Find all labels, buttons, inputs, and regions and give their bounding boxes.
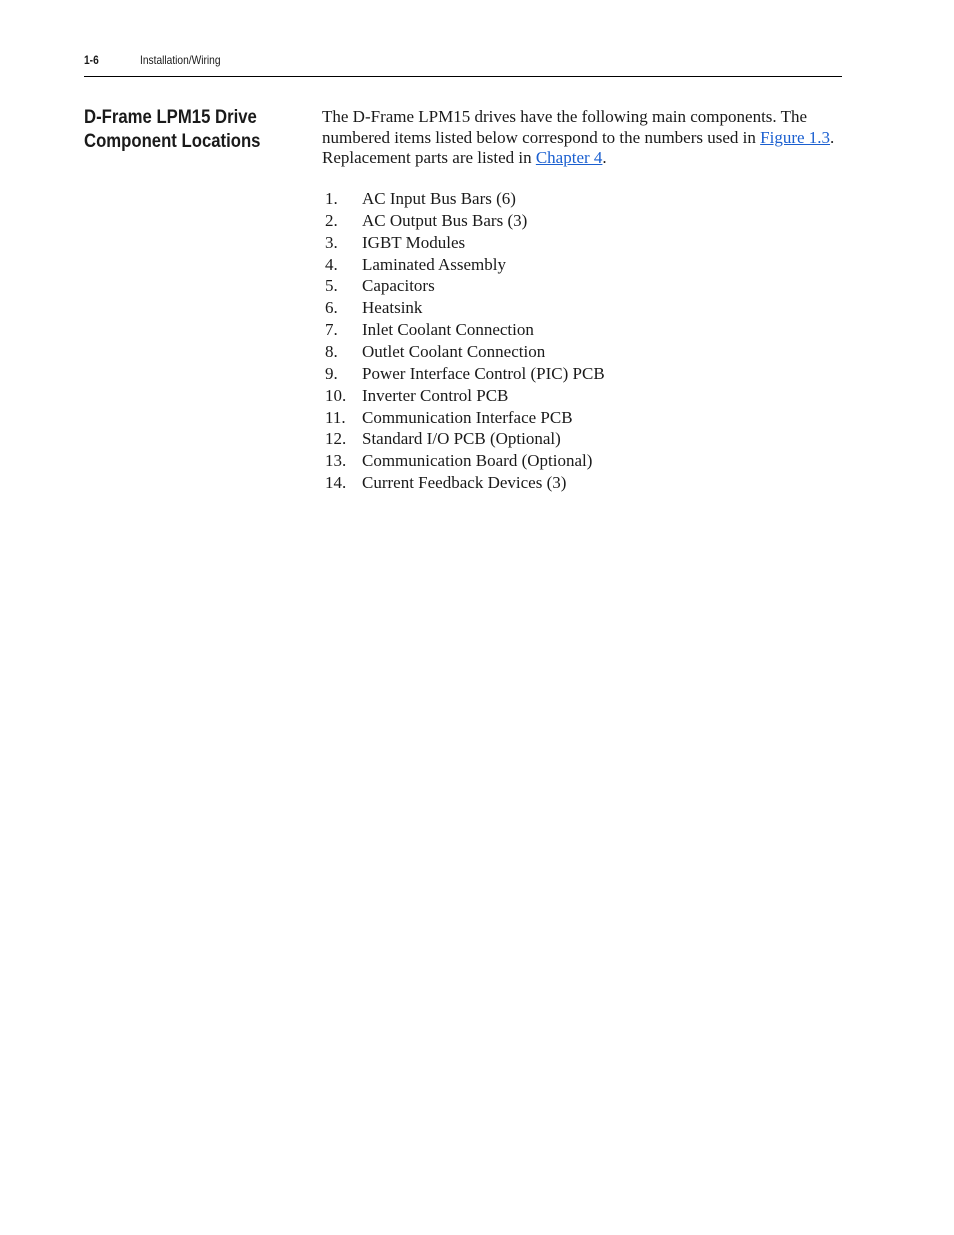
chapter-link[interactable]: Chapter 4 xyxy=(535,148,603,168)
item-label: Inlet Coolant Connection xyxy=(362,320,534,340)
list-item xyxy=(322,472,842,494)
item-number: 8. xyxy=(325,342,338,362)
item-number: 5. xyxy=(325,276,338,296)
intro-line-2 xyxy=(322,128,842,149)
list-item xyxy=(322,275,842,297)
item-number: 9. xyxy=(325,363,338,383)
item-number: 12. xyxy=(325,429,347,449)
item-number: 7. xyxy=(325,320,338,340)
item-number: 6. xyxy=(325,298,338,318)
running-section-title: Installation/Wiring xyxy=(140,53,221,67)
item-label: Capacitors xyxy=(362,276,435,296)
item-label: IGBT Modules xyxy=(362,232,466,252)
list-item xyxy=(322,297,842,319)
item-number: 1. xyxy=(325,189,338,209)
item-number: 10. xyxy=(325,385,347,405)
item-number: 2. xyxy=(325,210,338,230)
page-number: 1-6 xyxy=(84,53,99,67)
item-label: Communication Interface PCB xyxy=(362,407,573,427)
list-item xyxy=(322,407,842,429)
item-label: Heatsink xyxy=(362,298,423,318)
item-label: Standard I/O PCB (Optional) xyxy=(362,429,561,449)
list-item xyxy=(322,254,842,276)
list-item xyxy=(322,341,842,363)
intro-line-1 xyxy=(322,107,842,128)
list-item xyxy=(322,450,842,472)
list-item xyxy=(322,232,842,254)
intro-text-2-end: . xyxy=(830,127,835,147)
item-label: Inverter Control PCB xyxy=(362,385,509,405)
component-list xyxy=(322,188,842,494)
item-number: 4. xyxy=(325,254,338,274)
list-item xyxy=(322,428,842,450)
body-column xyxy=(322,107,842,494)
list-item xyxy=(322,210,842,232)
section-heading xyxy=(84,106,269,154)
item-number: 13. xyxy=(325,451,347,471)
item-label: AC Output Bus Bars (3) xyxy=(362,210,528,230)
intro-line-3 xyxy=(322,148,842,169)
list-item xyxy=(322,385,842,407)
item-label: Outlet Coolant Connection xyxy=(362,342,546,362)
item-label: Communication Board (Optional) xyxy=(362,451,593,471)
figure-link[interactable]: Figure 1.3 xyxy=(760,127,831,147)
item-label: Current Feedback Devices (3) xyxy=(362,473,567,493)
list-item xyxy=(322,188,842,210)
item-number: 11. xyxy=(325,407,346,427)
item-number: 3. xyxy=(325,232,338,252)
section-heading-line-1: D-Frame LPM15 Drive xyxy=(84,107,257,128)
section-heading-line-2: Component Locations xyxy=(84,131,261,152)
list-item xyxy=(322,363,842,385)
item-number: 14. xyxy=(325,473,347,493)
intro-paragraph xyxy=(322,107,842,169)
intro-text-3: Replacement parts are listed in xyxy=(322,148,536,168)
intro-text-1: The D-Frame LPM15 drives have the following main components. The xyxy=(322,107,808,126)
item-label: AC Input Bus Bars (6) xyxy=(362,189,516,209)
intro-text-3-end: . xyxy=(602,148,607,168)
intro-text-2: numbered items listed below correspond to the numbers used in xyxy=(322,127,761,147)
page-header xyxy=(84,52,842,77)
list-item xyxy=(322,319,842,341)
item-label: Power Interface Control (PIC) PCB xyxy=(362,363,605,383)
item-label: Laminated Assembly xyxy=(362,254,507,274)
